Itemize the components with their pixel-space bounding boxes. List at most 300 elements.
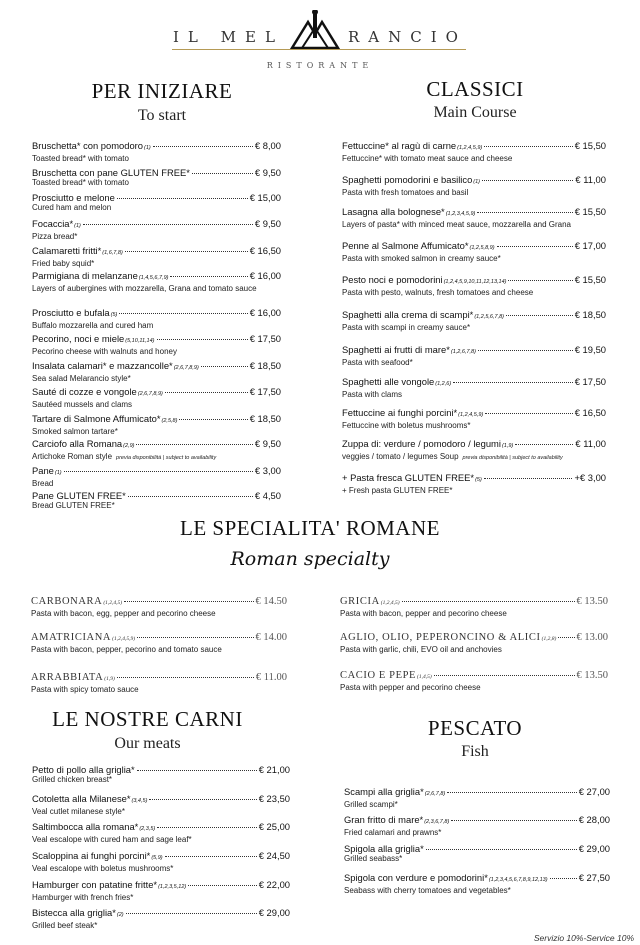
allergen-codes: (2)	[116, 912, 124, 918]
allergen-codes: (1,4,5)	[417, 674, 432, 680]
menu-item-name: Carciofo alla Romana	[32, 438, 123, 449]
menu-item-description	[342, 358, 606, 367]
description-text: Hamburger with french fries*	[32, 893, 134, 902]
menu-item-name: Bruschetta con pane GLUTEN FREE*	[32, 167, 190, 178]
menu-item-row	[32, 386, 281, 400]
description-text: Pasta with scampi in creamy sauce*	[342, 323, 471, 332]
menu-item-description	[32, 178, 281, 187]
menu-item-description	[344, 854, 610, 863]
menu-item	[342, 206, 606, 229]
description-text: Fried baby squid*	[32, 259, 95, 268]
dotted-leader	[126, 913, 257, 914]
description-text: Fettuccine with boletus mushrooms*	[342, 421, 471, 430]
menu-item-row	[342, 206, 606, 220]
menu-item-price: € 17,50	[249, 386, 281, 397]
brand-divider	[172, 49, 466, 50]
menu-item-name: Bistecca alla griglia*	[32, 907, 116, 918]
allergen-codes: (5,9)	[151, 855, 163, 861]
dotted-leader	[478, 350, 573, 351]
description-text: Layers of pasta* with minced meat sauce, mozzarella and Grana	[342, 220, 572, 229]
dotted-leader	[515, 444, 573, 445]
allergen-codes: (2,5,8)	[161, 418, 178, 424]
classici-subtitle: Main Course	[433, 104, 517, 121]
menu-item	[342, 309, 606, 332]
menu-item-name: Prosciutto e bufala	[32, 307, 110, 318]
menu-item-price: € 15,50	[574, 140, 606, 151]
allergen-codes: (2,6,7,8,9)	[137, 391, 163, 397]
menu-item-name: Prosciutto e melone	[32, 192, 115, 203]
description-text: Veal cutlet milanese style*	[32, 807, 125, 816]
dotted-leader	[157, 827, 257, 828]
allergen-codes: (1)	[473, 179, 481, 185]
menu-item-name: ARRABBIATA	[31, 672, 104, 683]
menu-item	[32, 270, 281, 293]
menu-item-description	[342, 154, 606, 163]
menu-item-row	[32, 879, 290, 893]
dotted-leader	[136, 444, 252, 445]
menu-item-price: € 29,00	[578, 843, 610, 854]
menu-item-price: € 22,00	[258, 879, 290, 890]
description-text: Grilled beef steak*	[32, 921, 98, 930]
menu-item-description	[32, 374, 281, 383]
menu-item	[32, 218, 281, 241]
dotted-leader	[447, 792, 577, 793]
menu-item-description	[32, 203, 281, 212]
menu-item-name: Sauté di cozze e vongole	[32, 386, 137, 397]
menu-item	[31, 632, 287, 654]
dotted-leader	[157, 339, 248, 340]
menu-item-name: + Pasta fresca GLUTEN FREE*	[342, 472, 475, 483]
menu-item-name: Petto di pollo alla griglia*	[32, 764, 135, 775]
menu-item	[32, 413, 281, 436]
menu-item-description	[340, 683, 608, 692]
menu-item-price: € 27,50	[578, 872, 610, 883]
menu-item	[32, 192, 281, 212]
menu-item-price: € 25,00	[258, 821, 290, 832]
menu-item-name: Bruschetta* con pomodoro	[32, 140, 144, 151]
menu-item-price: € 29,00	[258, 907, 290, 918]
dotted-leader	[165, 856, 257, 857]
menu-item-row	[344, 872, 610, 886]
menu-item-description	[32, 400, 281, 409]
menu-item-name: AGLIO, OLIO, PEPERONCINO & ALICI	[340, 632, 541, 643]
dotted-leader	[124, 601, 253, 602]
menu-item-name: Scampi alla griglia*	[344, 786, 424, 797]
dotted-leader	[402, 601, 575, 602]
menu-item-price: € 9,50	[254, 218, 281, 229]
menu-item-row	[340, 670, 608, 683]
menu-item-name: CACIO E PEPE	[340, 670, 417, 681]
menu-item-row	[31, 672, 287, 685]
allergen-codes: (1,9)	[501, 443, 514, 449]
menu-item-name: Pecorino, noci e miele	[32, 333, 125, 344]
menu-item-row	[344, 843, 610, 854]
menu-item	[32, 465, 281, 488]
menu-item-description	[340, 645, 608, 654]
menu-item-description	[342, 486, 606, 495]
menu-item	[31, 596, 287, 618]
menu-item	[344, 814, 610, 837]
allergen-codes: (1,2,6)	[435, 381, 452, 387]
menu-item-price: € 16,00	[249, 307, 281, 318]
menu-item-name: AMATRICIANA	[31, 632, 112, 643]
allergen-codes: (1,2,5,6,7,8)	[474, 314, 504, 320]
description-text: + Fresh pasta GLUTEN FREE*	[342, 486, 453, 495]
menu-item	[342, 240, 606, 263]
allergen-codes: (3,4,5)	[131, 798, 148, 804]
menu-item	[32, 764, 290, 784]
menu-item	[32, 850, 290, 873]
description-text: Pasta with bacon, pepper, pecorino and tomato sauce	[31, 645, 222, 654]
menu-item-name: Fettuccine ai funghi porcini*	[342, 407, 458, 418]
allergen-codes: (1)	[144, 145, 151, 151]
menu-item	[32, 793, 290, 816]
menu-item-name: Tartare di Salmone Affumicato*	[32, 413, 161, 424]
menu-item-price: € 16,50	[249, 245, 281, 256]
dotted-leader	[482, 180, 573, 181]
menu-item-row	[32, 793, 290, 807]
description-text: Bread GLUTEN FREE*	[32, 501, 115, 510]
menu-item-description	[344, 886, 610, 895]
dotted-leader	[119, 313, 247, 314]
carni-subtitle: Our meats	[114, 735, 181, 752]
menu-item-description	[31, 645, 287, 654]
menu-item-price: € 23,50	[258, 793, 290, 804]
menu-item	[344, 786, 610, 809]
allergen-codes: (1,2,4,5,9)	[457, 145, 483, 151]
dotted-leader	[201, 366, 248, 367]
menu-item-row	[342, 376, 606, 390]
menu-item	[344, 843, 610, 863]
menu-item	[342, 472, 606, 495]
menu-item-row	[342, 438, 606, 452]
menu-item-description	[32, 154, 281, 163]
menu-item-description	[32, 775, 290, 784]
description-text: Grilled chicken breast*	[32, 775, 113, 784]
description-text: Pasta with seafood*	[342, 358, 413, 367]
menu-item-row	[32, 307, 281, 321]
dotted-leader	[117, 677, 254, 678]
menu-item-price: € 21,00	[258, 764, 290, 775]
menu-item-price: € 4,50	[254, 490, 281, 501]
menu-item-price: € 27,00	[578, 786, 610, 797]
menu-item	[340, 670, 608, 692]
menu-item-price: € 24,50	[258, 850, 290, 861]
menu-item-name: Pesto noci e pomodorini	[342, 274, 443, 285]
menu-item-price: € 17,00	[574, 240, 606, 251]
menu-item-row	[32, 140, 281, 154]
menu-item-row	[32, 438, 281, 452]
allergen-codes: (1,2,4,5,9)	[458, 412, 484, 418]
allergen-codes: (1,2,6,7,8)	[450, 349, 476, 355]
menu-item-row	[31, 596, 287, 609]
dotted-leader	[508, 280, 572, 281]
menu-item-row	[32, 907, 290, 921]
menu-item-price: € 3,00	[254, 465, 281, 476]
menu-item-name: Focaccia*	[32, 218, 74, 229]
menu-item-row	[32, 245, 281, 259]
description-text: Toasted bread* with tomato	[32, 154, 129, 163]
description-text: Pizza bread*	[32, 232, 78, 241]
menu-item-price: € 9,50	[254, 167, 281, 178]
menu-item-price: € 17,50	[574, 376, 606, 387]
menu-item	[32, 821, 290, 844]
menu-item-name: Spaghetti pomodorini e basilico	[342, 174, 473, 185]
brand-header	[0, 6, 640, 68]
menu-item	[342, 376, 606, 399]
menu-item-description	[342, 452, 606, 463]
dotted-leader	[137, 770, 257, 771]
menu-item	[344, 872, 610, 895]
menu-item-name: Saltimbocca alla romana*	[32, 821, 139, 832]
start-subtitle: To start	[137, 107, 187, 124]
menu-item-price: € 13.00	[576, 632, 608, 643]
menu-item	[342, 140, 606, 163]
dotted-leader	[451, 820, 576, 821]
description-text: Toasted bread* with tomato	[32, 178, 129, 187]
description-text: Seabass with cherry tomatoes and vegetables*	[344, 886, 511, 895]
menu-item-name: Pane GLUTEN FREE*	[32, 490, 126, 501]
menu-item-description	[32, 864, 290, 873]
menu-item-row	[342, 472, 606, 486]
allergen-codes: (1,2,4,5,9)	[112, 636, 136, 642]
menu-item-description	[32, 452, 281, 463]
menu-item-row	[32, 490, 281, 501]
menu-item	[32, 307, 281, 330]
allergen-codes: (1,4,5,6,7,9)	[138, 275, 169, 281]
menu-item	[342, 274, 606, 297]
menu-item-name: Lasagna alla bolognese*	[342, 206, 445, 217]
dotted-leader	[137, 637, 253, 638]
menu-item-name: Spigola con verdure e pomodorini*	[344, 872, 488, 883]
menu-item	[32, 167, 281, 187]
menu-item-description	[32, 232, 281, 241]
description-text: Bread	[32, 479, 54, 488]
menu-item-row	[32, 333, 281, 347]
menu-item-name: Scaloppina ai funghi porcini*	[32, 850, 151, 861]
description-text: Pasta with clams	[342, 390, 403, 399]
description-text: Pecorino cheese with walnuts and honey	[32, 347, 177, 356]
dotted-leader	[426, 849, 577, 850]
menu-item-price: € 9,50	[254, 438, 281, 449]
dotted-leader	[558, 637, 574, 638]
description-text: Fettuccine* with tomato meat sauce and cheese	[342, 154, 513, 163]
description-text: Cured ham and melon	[32, 203, 112, 212]
romane-title: LE SPECIALITA' ROMANE	[180, 516, 440, 540]
menu-item-price: € 8,00	[254, 140, 281, 151]
allergen-codes: (1)	[54, 470, 62, 476]
menu-item-description	[32, 284, 281, 293]
menu-item-row	[31, 632, 287, 645]
dotted-leader	[117, 198, 248, 199]
menu-item-description	[32, 501, 281, 510]
dotted-leader	[484, 146, 573, 147]
service-charge-note: Servizio 10%-Service 10%	[533, 933, 634, 943]
menu-item-description	[342, 188, 606, 197]
menu-item-description	[32, 427, 281, 436]
dotted-leader	[179, 419, 247, 420]
menu-item-price: € 16,50	[574, 407, 606, 418]
menu-item-description	[32, 347, 281, 356]
dotted-leader	[188, 885, 257, 886]
menu-item	[32, 490, 281, 510]
description-text: Sautéed mussels and clams	[32, 400, 133, 409]
menu-item	[340, 596, 608, 618]
menu-item-name: Calamaretti fritti*	[32, 245, 102, 256]
menu-item	[32, 879, 290, 902]
menu-item-name: Penne al Salmone Affumicato*	[342, 240, 469, 251]
description-text: Buffalo mozzarella and cured ham	[32, 321, 154, 330]
brand-subtitle: RISTORANTE	[266, 61, 374, 70]
menu-item-description	[342, 390, 606, 399]
allergen-codes: (1,2,4,5)	[380, 600, 400, 606]
description-text: Veal escalope with boletus mushrooms*	[32, 864, 174, 873]
description-text: Fried calamari and prawns*	[344, 828, 442, 837]
allergen-codes: (2,6,7,8,9)	[173, 365, 199, 371]
dotted-leader	[170, 276, 247, 277]
menu-item-name: Spaghetti alla crema di scampi*	[342, 309, 474, 320]
dotted-leader	[485, 413, 572, 414]
menu-item-description	[342, 288, 606, 297]
description-text: Grilled scampi*	[344, 800, 398, 809]
menu-item-description	[32, 259, 281, 268]
menu-item-row	[342, 344, 606, 358]
dotted-leader	[484, 478, 573, 479]
allergen-codes: (2,3,5)	[139, 826, 156, 832]
menu-item-name: Pane	[32, 465, 54, 476]
menu-item-description	[344, 800, 610, 809]
menu-item	[342, 174, 606, 197]
allergen-codes: (1,9)	[104, 676, 115, 682]
menu-item-row	[340, 596, 608, 609]
description-text: Sea salad Melarancio style*	[32, 374, 131, 383]
dotted-leader	[64, 471, 253, 472]
pescato-title: PESCATO	[427, 716, 523, 740]
menu-item	[340, 632, 608, 654]
menu-item	[342, 438, 606, 463]
description-text: Veal escalope with cured ham and sage leaf*	[32, 835, 192, 844]
menu-item-row	[32, 360, 281, 374]
menu-item-price: € 18,50	[574, 309, 606, 320]
description-text: Artichoke Roman style	[32, 452, 113, 461]
dotted-leader	[125, 251, 248, 252]
classici-title: CLASSICI	[426, 77, 524, 101]
allergen-codes: (2,9)	[123, 443, 135, 449]
dotted-leader	[453, 382, 573, 383]
menu-item-row	[342, 407, 606, 421]
menu-item-row	[32, 167, 281, 178]
menu-item-description	[31, 685, 287, 694]
dotted-leader	[83, 224, 253, 225]
menu-item-description	[32, 807, 290, 816]
menu-item-price: +€ 3,00	[574, 472, 606, 483]
menu-item-name: Fettuccine* al ragù di carne	[342, 140, 457, 151]
menu-item-description	[32, 321, 281, 330]
menu-item-description	[344, 828, 610, 837]
menu-item-price: € 15,50	[574, 274, 606, 285]
dotted-leader	[128, 496, 253, 497]
menu-item-row	[342, 140, 606, 154]
menu-item-price: € 13.50	[576, 670, 608, 681]
allergen-codes: (1,2,4,5,9,10,11,12,13,14)	[443, 279, 507, 285]
menu-item-row	[344, 814, 610, 828]
description-text: Pasta with pepper and pecorino cheese	[340, 683, 481, 692]
romane-script-subtitle: Roman specialty	[230, 548, 390, 570]
menu-item	[32, 333, 281, 356]
availability-note: previa disponibilità | subject to availability	[116, 455, 217, 461]
menu-item-price: € 18,50	[249, 413, 281, 424]
menu-item-row	[32, 218, 281, 232]
description-text: Pasta with fresh tomatoes and basil	[342, 188, 469, 197]
menu-item-description	[32, 479, 281, 488]
dotted-leader	[165, 392, 248, 393]
allergen-codes: (1)	[74, 223, 81, 229]
allergen-codes: (2,3,6,7,8)	[424, 819, 450, 825]
pescato-subtitle: Fish	[461, 743, 489, 760]
menu-item-description	[342, 421, 606, 430]
allergen-codes: (2,6,7,8)	[424, 791, 446, 797]
menu-item-name: Parmigiana di melanzane	[32, 270, 138, 281]
menu-item-price: € 19,50	[574, 344, 606, 355]
menu-item	[342, 344, 606, 367]
description-text: Layers of aubergines with mozzarella, Grana and tomato sauce	[32, 284, 257, 293]
menu-item-name: Spigola alla griglia*	[344, 843, 424, 854]
dotted-leader	[153, 146, 253, 147]
menu-item	[32, 907, 290, 930]
menu-item-price: € 13.50	[576, 596, 608, 607]
menu-item-description	[31, 609, 287, 618]
allergen-codes: (5,10,11,14)	[125, 338, 155, 344]
menu-item-description	[342, 254, 606, 263]
menu-item-price: € 28,00	[578, 814, 610, 825]
allergen-codes: (5)	[475, 477, 482, 483]
carni-title: LE NOSTRE CARNI	[52, 707, 243, 731]
menu-item-price: € 15,00	[249, 192, 281, 203]
menu-item-description	[342, 323, 606, 332]
allergen-codes: (1,2,3,4,5,9)	[445, 211, 476, 217]
menu-item-name: Zuppa di: verdure / pomodoro / legumi	[342, 438, 501, 449]
brand-name-left: IL MEL	[173, 28, 284, 46]
menu-item-row	[342, 309, 606, 323]
menu-item-row	[32, 465, 281, 479]
allergen-codes: (1,2,4,5)	[103, 600, 123, 606]
brand-name-right: RANCIO	[348, 28, 467, 46]
menu-item-name: Cotoletta alla Milanese*	[32, 793, 131, 804]
description-text: Pasta with bacon, pepper and pecorino cheese	[340, 609, 507, 618]
menu-item-row	[32, 821, 290, 835]
menu-item	[31, 672, 287, 694]
menu-item-price: € 14.50	[255, 596, 287, 607]
allergen-codes: (5)	[110, 312, 118, 318]
start-title: PER INIZIARE	[91, 79, 233, 103]
allergen-codes: (1,2,3,4,5,6,7,8,9,12,13)	[488, 877, 548, 883]
menu-item-price: € 16,00	[249, 270, 281, 281]
menu-item-name: GRICIA	[340, 596, 380, 607]
allergen-codes: (1,6,7,8)	[102, 250, 123, 256]
menu-item-name: Spaghetti ai frutti di mare*	[342, 344, 450, 355]
menu-item-name: CARBONARA	[31, 596, 103, 607]
menu-item-price: € 15,50	[574, 206, 606, 217]
menu-item-name: Hamburger con patatine fritte*	[32, 879, 158, 890]
menu-item-row	[342, 274, 606, 288]
dotted-leader	[477, 212, 572, 213]
menu-item-name: Insalata calamari* e mazzancolle*	[32, 360, 173, 371]
menu-item-price: € 11,00	[575, 174, 606, 185]
dotted-leader	[149, 799, 256, 800]
menu-item-row	[344, 786, 610, 800]
description-text: Pasta with spicy tomato sauce	[31, 685, 139, 694]
menu-item-description	[32, 921, 290, 930]
